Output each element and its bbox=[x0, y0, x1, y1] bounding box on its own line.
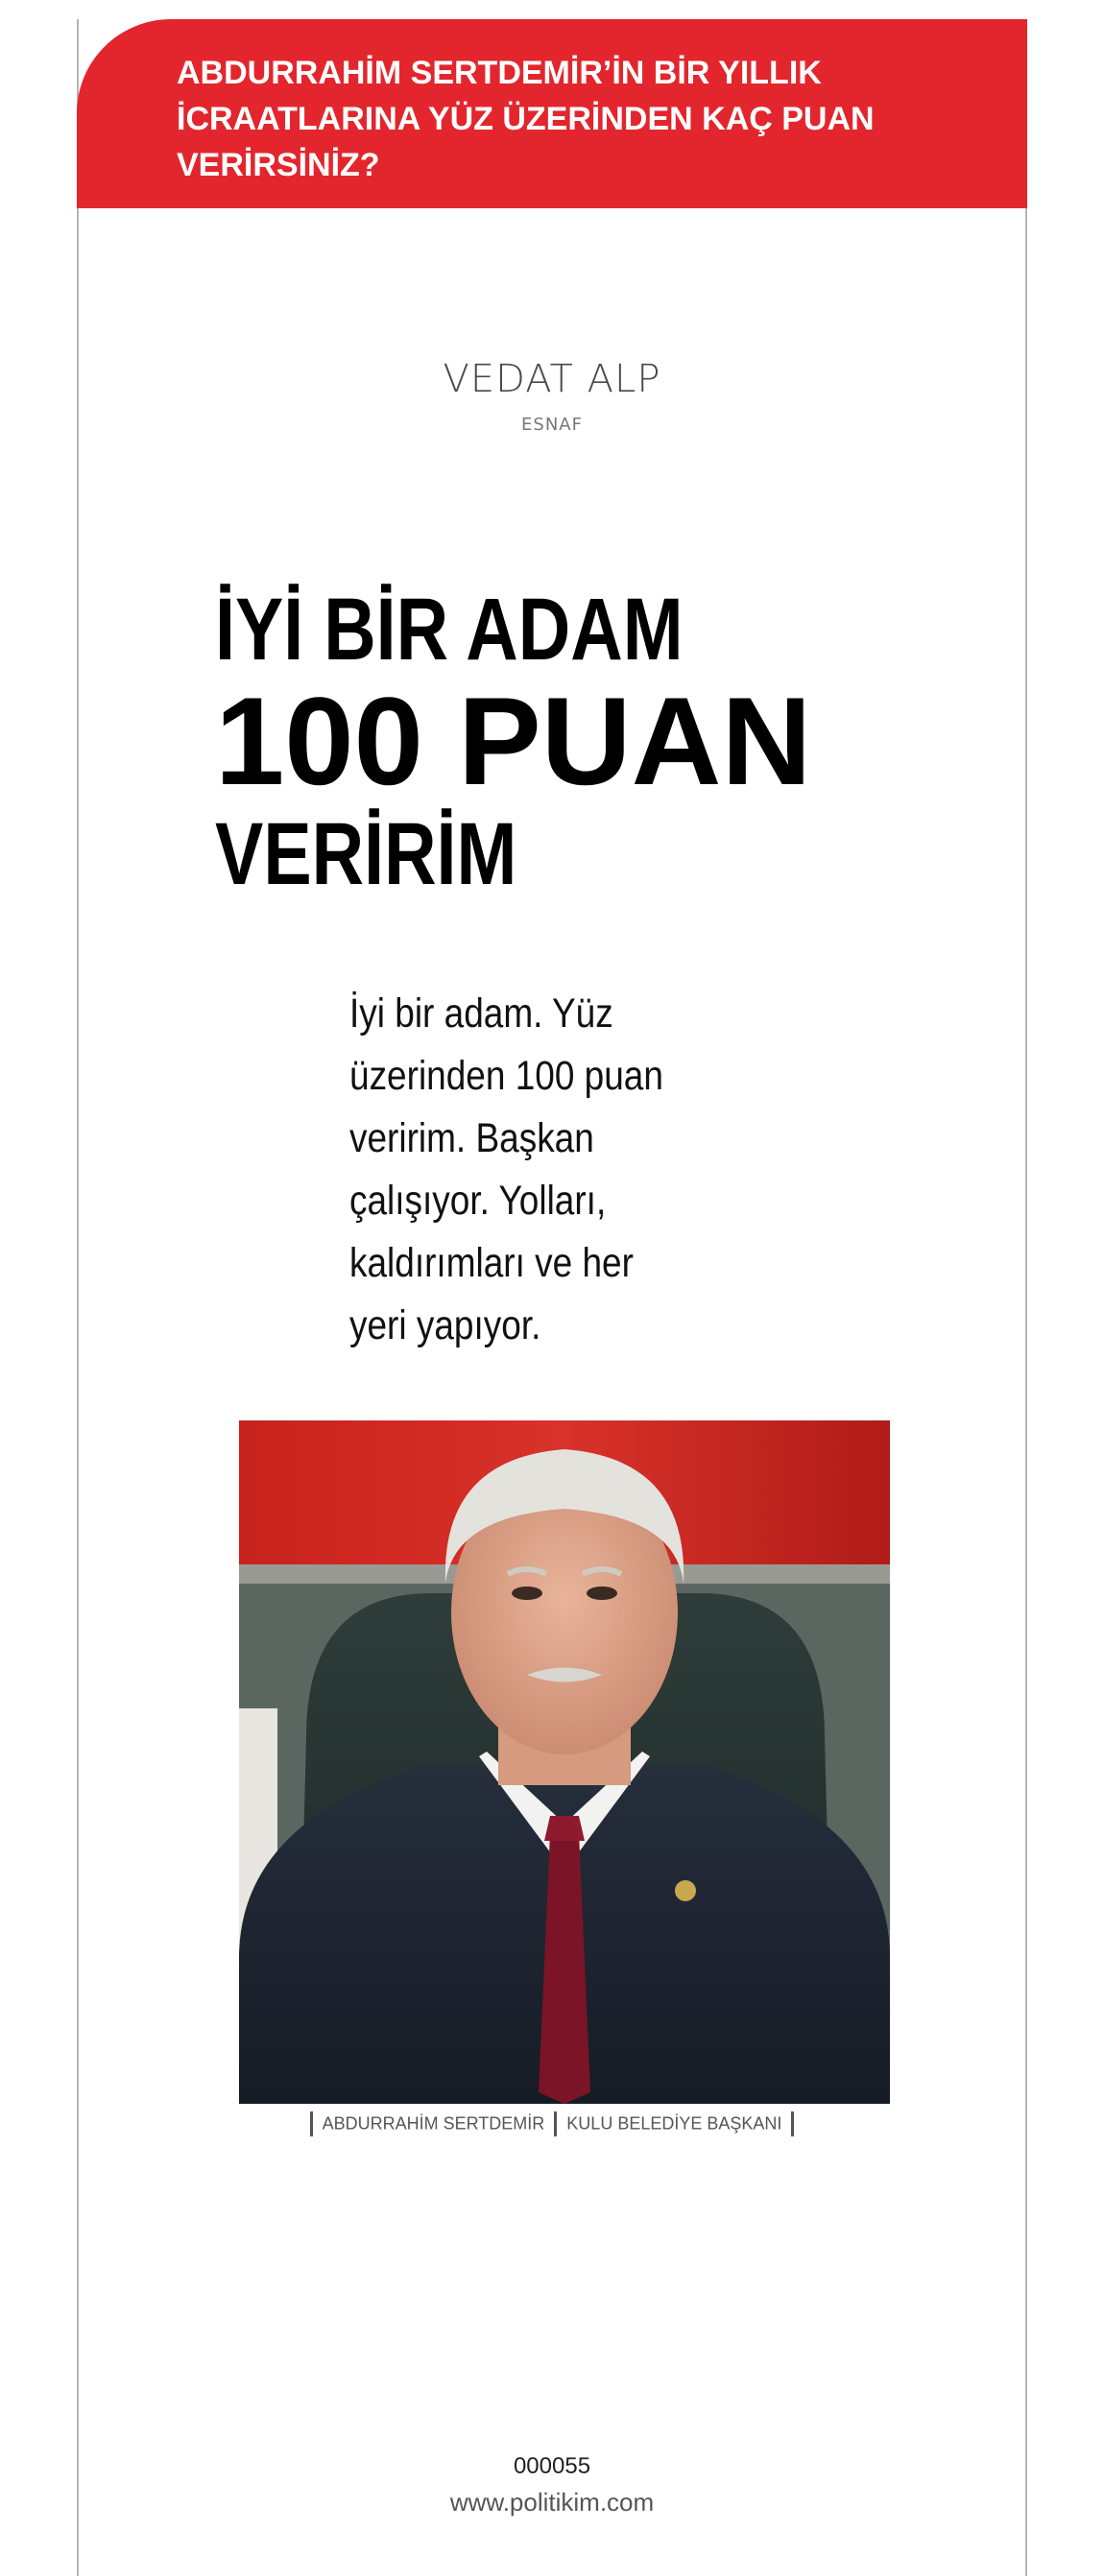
author-role: ESNAF bbox=[521, 415, 583, 435]
portrait-illustration bbox=[239, 1420, 890, 2104]
website-link[interactable]: www.politikim.com bbox=[449, 2488, 655, 2516]
question-banner bbox=[77, 19, 1027, 208]
quote-text bbox=[349, 983, 753, 1357]
page-code: 000055 bbox=[513, 2453, 591, 2479]
quote-body: İyi bir adam. Yüz üzerinden 100 puan veririm. Başkan çalışıyor. Yolları, kaldırımları ve her yeri yapıyor. bbox=[349, 990, 663, 1348]
caption-name: ABDURRAHİM SERTDEMİR bbox=[322, 2113, 545, 2134]
caption-divider bbox=[791, 2111, 794, 2136]
banner-title: ABDURRAHİM SERTDEMİR’İN BİR YILLIK İCRAATLARINA YÜZ ÜZERİNDEN KAÇ PUAN VERİRSİNİZ? bbox=[177, 55, 875, 183]
headline bbox=[215, 576, 811, 908]
headline-line-3: VERİRİM bbox=[215, 805, 517, 903]
headline-line-1: İYİ BİR ADAM bbox=[215, 581, 684, 679]
caption-title: KULU BELEDİYE BAŞKANI bbox=[566, 2113, 782, 2134]
author-name: VEDAT ALP bbox=[443, 357, 661, 401]
headline-line-2: 100 PUAN bbox=[215, 671, 812, 811]
caption-divider bbox=[310, 2111, 313, 2136]
photo-caption bbox=[0, 2111, 1104, 2136]
portrait-photo bbox=[239, 1420, 890, 2104]
caption-divider bbox=[554, 2111, 557, 2136]
